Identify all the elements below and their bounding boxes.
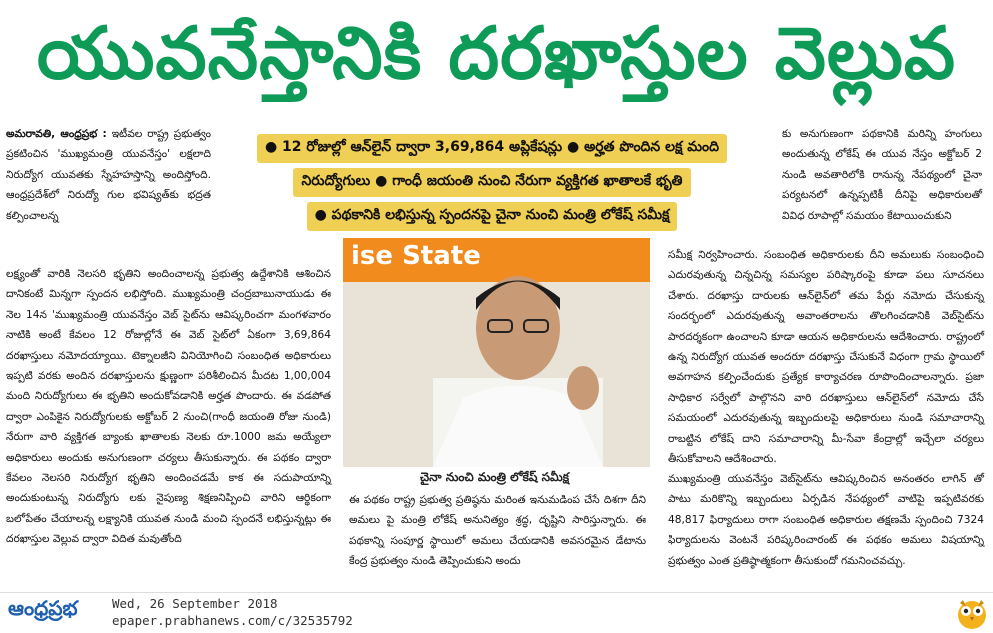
- highlight-line: [212, 165, 772, 199]
- photo: [343, 238, 650, 467]
- middle-column: [349, 490, 646, 572]
- dateline: అమరావతి, ఆంధ్రప్రభ :: [6, 128, 107, 140]
- photo-caption: చైనా నుంచి మంత్రి లోకేష్ సమీక్ష: [420, 470, 569, 484]
- edition-url[interactable]: epaper.prabhanews.com/c/32535792: [112, 613, 353, 628]
- right-column-body: [668, 245, 984, 469]
- right-column-top-text: కు అనుగుణంగా పథకానికి మరిన్ని హంగులు అందుతున్న లోకేష్ ఈ యువ నేస్తం అక్టోబర్ 2 నుండి అవతారిలోకి రానున్న నేపథ్యంలో చైనా పర్యటనలో ఉన్నప్పటికీ దీనిపై అధికారులతో వివిధ రూపాల్లో సమయం కేటాయించుకుని: [782, 128, 982, 222]
- right-column-bottom: [668, 469, 984, 571]
- left-column-body: [6, 264, 331, 550]
- highlight-line: [212, 131, 772, 165]
- highlight-text: నిరుద్యోగులు ● గాంధీ జయంతి నుంచి నేరుగా వ్యక్తిగత ఖాతాలకే భృతి: [293, 168, 690, 197]
- headline: యువనేస్తానికి దరఖాస్తుల వెల్లువ: [36, 11, 957, 95]
- left-column-body-text: లక్ష్యంతో వారికి నెలసరి భృతిని అందించాలన్న ప్రభుత్వ ఉద్దేశానికి ఆశించిన దానికంటే మిన్నగా స్పందన లభిస్తోంది. ముఖ్యమంత్రి చంద్రబాబునాయుడు ఈ నెల 14న 'ముఖ్యమంత్రి యువనేస్తం వెబ్ సైట్‌ను ఆవిష్కరించగా మంగళవారం నాటికి అంటే కేవలం 12 రోజుల్లోనే ఈ వెబ్ సైట్‌లో ఏకంగా 3,69,864 దరఖాస్తులు నమోదయ్యాయి. టెక్నాలజీని వినియోగించి సంబంధిత అధికారులు ఇప్పటి వరకు అందిన దరఖాస్తులను క్షుణ్ణంగా పరిశీలించిన మీదట 1,00,004 మంది నిరుద్యోగులు ఈ భృతిని అందుకోవడానికి అర్హత పొందారు. ఈ వడపోత ద్వారా ఎంపికైన నిరుద్యోగులకు అక్టోబర్ 2 నుంచి(గాంధీ జయంతి రోజు నుండి) నేరుగా వారి వ్యక్తిగత బ్యాంకు ఖాతాలకు నెలకు రూ.1000 జమ అయ్యేలా అధికారులు అందుకు అనుగుణంగా చర్యలు తీసుకున్నారు. ఈ పథకం ద్వారా కేవలం నెలసరి నిరుద్యోగ భృతిని అందించడమే కాక ఈ సదుపాయాన్ని అందుకుంటున్న నిరుద్యోగు లకు నైపుణ్య శిక్షణనిప్పించి వారిని ఆర్థికంగా బలోపేతం చేయాలన్న లక్ష్యానికి యువత నుండి మంచి స్పందనే లభిస్తున్నట్లు ఈ దరఖాస్తుల వెల్లువ ద్వారా విదిత మవుతోంది: [6, 268, 331, 546]
- edition-info: [112, 595, 353, 629]
- middle-column-text: ఈ పథకం రాష్ట్ర ప్రభుత్వ ప్రతిష్ఠను మరింత ఇనుమడింప చేసే దిశగా దీని అమలు పై మంత్రి లోకేష్ అనునిత్యం శ్రద్ధ, దృష్టిని సారిస్తున్నారు. ఈ పథకాన్ని సంపూర్ణ స్థాయిలో అమలు చేయడానికి అవసరమైన డేటాను కేంద్ర ప్రభుత్వం నుండి తెప్పించుకుని అందు: [349, 494, 646, 568]
- highlight-line: [212, 199, 772, 233]
- owl-icon: [955, 596, 989, 630]
- right-column-top: [782, 124, 982, 226]
- left-column-top: [6, 124, 211, 226]
- right-column-body-text: సమీక్ష నిర్వహించారు. సంబంధిత అధికారులకు దీని అమలుకు సంబంధించి ఎదురవుతున్న చిన్నచిన్న సమస్యల పరిష్కారంపై కూడా పలు సూచనలు చేశారు. దరఖాస్తు దారులకు ఆన్‌లైన్‌లో తమ పేర్లు నమోదు చేసుకున్న సందర్భంలో ఎదురవుతున్న అవాంతరాలను తొలగించడానికి వెబ్‌సైట్‌ను పారదర్శకంగా ఉంచాలని కూడా ఆయన అధికారులను ఆదేశించారు. రాష్ట్రంలో ఉన్న నిరుద్యోగ యువత అందరూ దరఖాస్తు చేసుకునే విధంగా గ్రామ స్థాయిలో అవగాహన కల్పించేందుకు ప్రత్యేక కార్యాచరణ రూపొందించాలన్నారు. ప్రజా సాధికార సర్వేలో పాల్గొనని వారి దరఖాస్తులు ఆన్‌లైన్‌లో నమోదు చేసే సమయంలో ఎదురవుతున్న ఇబ్బందులపై అధికారులు నుండి సమాచారాన్ని రాబట్టిన లోకేష్ దాని సమాచారాన్ని మీ-సేవా కేంద్రాల్లో ఇచ్చేలా చర్యలు తీసుకోవాలని ఆదేశించారు.: [668, 249, 984, 466]
- photo-banner-text: ise State: [351, 241, 481, 271]
- newspaper-logo: ఆంధ్రప్రభ: [8, 596, 78, 620]
- right-column-bottom-text: ముఖ్యమంత్రి యువనేస్తం వెబ్‌సైట్‌ను ఆవిష్కరించిన అనంతరం లాగిన్ తో పాటు మరికొన్ని ఇబ్బందులు ఏర్పడిన నేపథ్యంలో వాటిపై ఇప్పటివరకు 48,817 ఫిర్యాదులు రాగా సంబంధిత అధికారుల తక్షణమే స్పందించి 7324 ఫిర్యాదులను వెంటనే పరిష్కరించారంట్ ఈ పథకం అమలు విషయాన్ని ప్రభుత్వం ఎంత ప్రతిష్ఠాత్మకంగా తీసుకుందో గమనించవచ్చు.: [668, 473, 984, 567]
- highlight-text: ● పథకానికి లభిస్తున్న స్పందనపై చైనా నుంచి మంత్రి లోకేష్ సమీక్ష: [307, 202, 678, 231]
- highlight-text: ● 12 రోజుల్లో ఆన్‌లైన్ ద్వారా 3,69,864 అప్లికేషన్లు ● అర్హత పొందిన లక్ష మంది: [257, 134, 727, 163]
- person-photo: [433, 258, 603, 467]
- left-column-top-text: ఇటీవల రాష్ట్ర ప్రభుత్వం ప్రకటించిన 'ముఖ్యమంత్రి యువనేస్తం' లక్షలాది నిరుద్యోగ యువతకు స్నేహహస్తాన్ని అందిస్తోంది. ఆంధ్రప్రదేశ్‌లో నిరుద్యో గుల భవిష్యత్‌కు భద్రత కల్పించాలన్న: [6, 128, 211, 222]
- highlights-box: [212, 131, 772, 237]
- edition-date: Wed, 26 September 2018: [112, 596, 278, 611]
